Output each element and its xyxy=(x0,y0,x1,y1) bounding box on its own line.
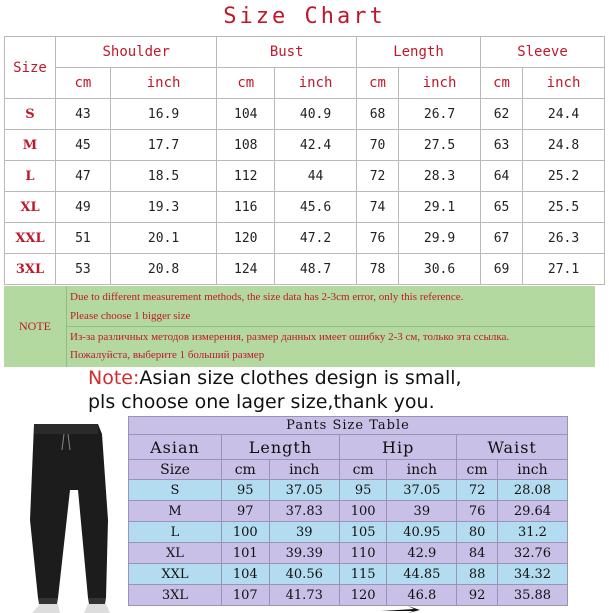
value-cell: 16.9 xyxy=(110,99,217,130)
value-cell: 120 xyxy=(217,223,275,254)
value-cell: 112 xyxy=(217,161,275,192)
value-cell: 24.8 xyxy=(523,130,605,161)
value-cell: 72 xyxy=(356,161,398,192)
pants-group-header: Hip xyxy=(339,435,456,460)
pants-size-table xyxy=(128,416,568,606)
size-cell: L xyxy=(5,161,56,192)
value-cell: 19.3 xyxy=(110,192,217,223)
size-cell: S xyxy=(5,99,56,130)
value-cell: 65 xyxy=(480,192,522,223)
value-cell: 42.4 xyxy=(275,130,357,161)
pants-group-row xyxy=(129,435,568,460)
value-cell: 78 xyxy=(356,254,398,285)
value-cell: 67 xyxy=(480,223,522,254)
unit-header: inch xyxy=(523,68,605,99)
unit-header: inch xyxy=(275,68,357,99)
unit-header: inch xyxy=(399,68,481,99)
pants-value-cell: 37.05 xyxy=(269,480,339,501)
value-cell: 104 xyxy=(217,99,275,130)
size-chart-table xyxy=(4,36,605,285)
note-line-ru-1: Из-за различных методов измерения, размер данных имеет ошибку 2-3 см, только эта ссылка. xyxy=(70,331,510,343)
size-cell: M xyxy=(5,130,56,161)
pants-unit-header: cm xyxy=(457,460,498,480)
pants-value-cell: 104 xyxy=(221,564,269,585)
pants-unit-header: inch xyxy=(387,460,457,480)
pants-value-cell: 37.05 xyxy=(387,480,457,501)
pants-value-cell: 80 xyxy=(457,522,498,543)
value-cell: 43 xyxy=(56,99,111,130)
value-cell: 25.2 xyxy=(523,161,605,192)
table-row xyxy=(5,99,605,130)
pants-size-cell: XXL xyxy=(129,564,222,585)
pants-value-cell: 35.88 xyxy=(497,585,567,606)
value-cell: 74 xyxy=(356,192,398,223)
pants-value-cell: 46.8 xyxy=(387,585,457,606)
pants-value-cell: 100 xyxy=(339,501,386,522)
group-header: Bust xyxy=(217,37,357,68)
value-cell: 27.1 xyxy=(523,254,605,285)
table-row xyxy=(5,223,605,254)
group-header: Shoulder xyxy=(56,37,217,68)
value-cell: 48.7 xyxy=(275,254,357,285)
black-pants-image xyxy=(24,420,112,613)
value-cell: 51 xyxy=(56,223,111,254)
value-cell: 76 xyxy=(356,223,398,254)
unit-header: cm xyxy=(480,68,522,99)
value-cell: 28.3 xyxy=(399,161,481,192)
pants-size-cell: S xyxy=(129,480,222,501)
header-row xyxy=(5,37,605,68)
unit-row xyxy=(5,68,605,99)
pants-value-cell: 41.73 xyxy=(269,585,339,606)
group-header: Length xyxy=(356,37,480,68)
pants-value-cell: 37.83 xyxy=(269,501,339,522)
pants-value-cell: 44.85 xyxy=(387,564,457,585)
value-cell: 29.9 xyxy=(399,223,481,254)
value-cell: 70 xyxy=(356,130,398,161)
size-cell: 3XL xyxy=(5,254,56,285)
pants-value-cell: 107 xyxy=(221,585,269,606)
value-cell: 29.1 xyxy=(399,192,481,223)
value-cell: 40.9 xyxy=(275,99,357,130)
value-cell: 24.4 xyxy=(523,99,605,130)
note-label: NOTE xyxy=(4,286,67,367)
pants-group-header: Waist xyxy=(457,435,568,460)
pants-value-cell: 29.64 xyxy=(497,501,567,522)
table-row xyxy=(5,254,605,285)
pants-value-cell: 92 xyxy=(457,585,498,606)
arrow-icon xyxy=(380,606,420,613)
value-cell: 17.7 xyxy=(110,130,217,161)
value-cell: 26.7 xyxy=(399,99,481,130)
asian-label: Asian xyxy=(129,435,222,460)
pants-value-cell: 95 xyxy=(221,480,269,501)
value-cell: 20.8 xyxy=(110,254,217,285)
value-cell: 53 xyxy=(56,254,111,285)
pants-table-row xyxy=(129,501,568,522)
pants-value-cell: 105 xyxy=(339,522,386,543)
asian-size-note xyxy=(88,366,462,414)
group-header: Sleeve xyxy=(480,37,604,68)
pants-size-cell: 3XL xyxy=(129,585,222,606)
unit-header: cm xyxy=(56,68,111,99)
size-cell: XL xyxy=(5,192,56,223)
value-cell: 26.3 xyxy=(523,223,605,254)
asian-note-label: Note: xyxy=(88,367,140,389)
table-row xyxy=(5,130,605,161)
pants-size-cell: M xyxy=(129,501,222,522)
pants-size-cell: L xyxy=(129,522,222,543)
size-cell: XXL xyxy=(5,223,56,254)
pants-value-cell: 34.32 xyxy=(497,564,567,585)
value-cell: 49 xyxy=(56,192,111,223)
value-cell: 116 xyxy=(217,192,275,223)
note-line-en-1: Due to different measurement methods, the size data has 2-3cm error, only this reference. xyxy=(70,291,464,303)
value-cell: 64 xyxy=(480,161,522,192)
note-line-ru-2: Пожалуйста, выберите 1 больший размер xyxy=(70,349,265,361)
unit-header: cm xyxy=(217,68,275,99)
pants-value-cell: 32.76 xyxy=(497,543,567,564)
value-cell: 45 xyxy=(56,130,111,161)
pants-value-cell: 110 xyxy=(339,543,386,564)
pants-value-cell: 88 xyxy=(457,564,498,585)
pants-unit-row xyxy=(129,460,568,480)
pants-value-cell: 31.2 xyxy=(497,522,567,543)
pants-unit-header: cm xyxy=(339,460,386,480)
value-cell: 124 xyxy=(217,254,275,285)
pants-table-row xyxy=(129,585,568,606)
asian-note-line-1: Asian size clothes design is small, xyxy=(139,367,462,389)
value-cell: 44 xyxy=(275,161,357,192)
table-row xyxy=(5,192,605,223)
value-cell: 68 xyxy=(356,99,398,130)
value-cell: 18.5 xyxy=(110,161,217,192)
value-cell: 47 xyxy=(56,161,111,192)
size-label: Size xyxy=(129,460,222,480)
note-box xyxy=(4,286,595,367)
pants-value-cell: 101 xyxy=(221,543,269,564)
note-divider xyxy=(66,326,595,327)
pants-value-cell: 28.08 xyxy=(497,480,567,501)
chart-title: Size Chart xyxy=(223,4,386,29)
value-cell: 62 xyxy=(480,99,522,130)
value-cell: 25.5 xyxy=(523,192,605,223)
pants-value-cell: 40.95 xyxy=(387,522,457,543)
pants-value-cell: 76 xyxy=(457,501,498,522)
pants-table-row xyxy=(129,564,568,585)
pants-value-cell: 42.9 xyxy=(387,543,457,564)
note-line-en-2: Please choose 1 bigger size xyxy=(70,310,191,322)
pants-value-cell: 39 xyxy=(269,522,339,543)
pants-value-cell: 95 xyxy=(339,480,386,501)
pants-table-title: Pants Size Table xyxy=(129,417,568,435)
pants-value-cell: 72 xyxy=(457,480,498,501)
unit-header: inch xyxy=(110,68,217,99)
size-column-header: Size xyxy=(5,37,56,99)
pants-group-header: Length xyxy=(221,435,339,460)
pants-value-cell: 39 xyxy=(387,501,457,522)
value-cell: 20.1 xyxy=(110,223,217,254)
unit-header: cm xyxy=(356,68,398,99)
value-cell: 69 xyxy=(480,254,522,285)
pants-value-cell: 100 xyxy=(221,522,269,543)
asian-note-line-2: pls choose one lager size,thank you. xyxy=(88,391,435,413)
value-cell: 63 xyxy=(480,130,522,161)
pants-value-cell: 40.56 xyxy=(269,564,339,585)
value-cell: 108 xyxy=(217,130,275,161)
pants-table-row xyxy=(129,480,568,501)
pants-value-cell: 115 xyxy=(339,564,386,585)
pants-size-cell: XL xyxy=(129,543,222,564)
pants-unit-header: cm xyxy=(221,460,269,480)
pants-value-cell: 97 xyxy=(221,501,269,522)
pants-value-cell: 120 xyxy=(339,585,386,606)
pants-value-cell: 84 xyxy=(457,543,498,564)
value-cell: 30.6 xyxy=(399,254,481,285)
value-cell: 45.6 xyxy=(275,192,357,223)
pants-title-row xyxy=(129,417,568,435)
pants-value-cell: 39.39 xyxy=(269,543,339,564)
pants-table-row xyxy=(129,522,568,543)
table-row xyxy=(5,161,605,192)
pants-unit-header: inch xyxy=(497,460,567,480)
pants-table-row xyxy=(129,543,568,564)
value-cell: 47.2 xyxy=(275,223,357,254)
value-cell: 27.5 xyxy=(399,130,481,161)
pants-unit-header: inch xyxy=(269,460,339,480)
